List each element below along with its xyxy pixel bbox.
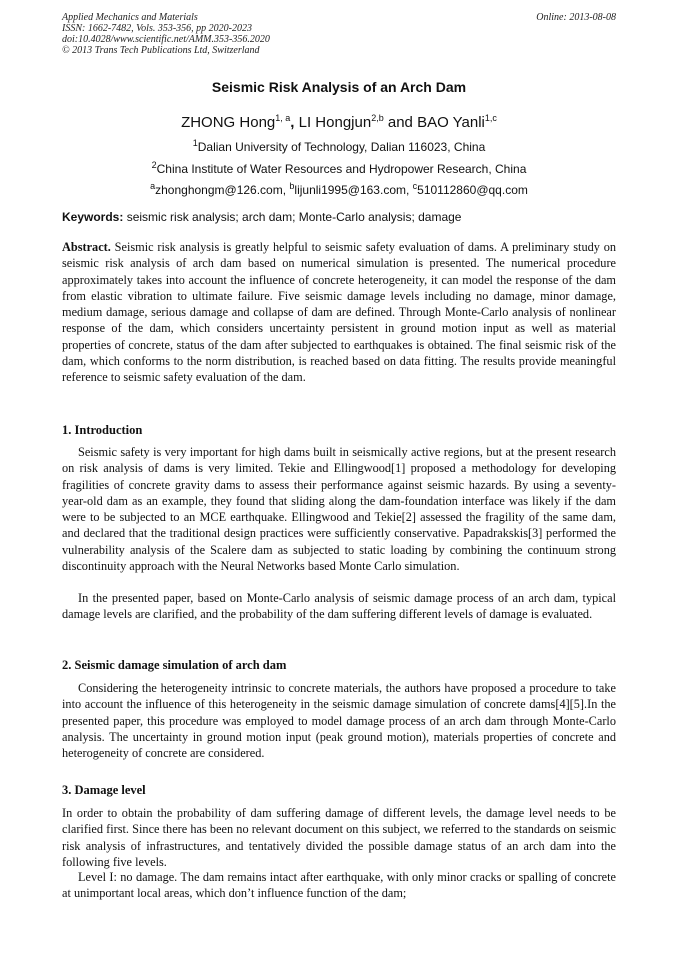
affiliation-text: Dalian University of Technology, Dalian 116023, China bbox=[197, 140, 486, 154]
online-date: Online: 2013-08-08 bbox=[536, 12, 616, 23]
copyright-line: © 2013 Trans Tech Publications Ltd, Switzerland bbox=[62, 45, 260, 56]
affiliation-text: China Institute of Water Resources and Hydropower Research, China bbox=[156, 162, 527, 176]
author-separator: , bbox=[290, 114, 299, 131]
email-text: 510112860@qq.com bbox=[417, 183, 528, 197]
intro-paragraph-2: In the presented paper, based on Monte-Carlo analysis of seismic damage process of an arch dam, typical damage levels are clarified, and the probability of the dam suffering different levels of damage is evaluated. bbox=[62, 591, 616, 622]
author-name: ZHONG Hong bbox=[181, 114, 276, 131]
abstract-text: Seismic risk analysis is greatly helpful to seismic safety evaluation of dams. A preliminary study on seismic risk analysis of arch dam based on numerical simulation is presented. The numerical procedure approximately takes into account the influence of concrete heterogeneity, it can model the response of the dam from elastic vibration to ultimate failure. Five seismic damage levels including no damage, minor damage, medium damage, serious damage and collapse of dam are defined. Through Monte-Carlo analysis of nonlinear response of the dam, which considers uncertainty persistent in ground motion input as well as material properties of concrete, status of the dam after subjected to earthquakes is obtained. The final seismic risk of the dam, which conforms to the norm distribution, is reached based on data fitting. The results provide meaningful reference to seismic safety evaluation of the dam. bbox=[62, 240, 616, 385]
doi-line: doi:10.4028/www.scientific.net/AMM.353-356.2020 bbox=[62, 34, 270, 45]
email-text: zhonghongm@126.com, bbox=[155, 183, 290, 197]
keywords bbox=[62, 210, 616, 224]
journal-name: Applied Mechanics and Materials bbox=[62, 12, 198, 23]
section-heading-damage-simulation: 2. Seismic damage simulation of arch dam bbox=[62, 658, 287, 672]
intro-paragraph-1: Seismic safety is very important for high dams built in seismically active regions, but at the present research on risk analysis of dams is very limited. Tekie and Ellingwood[1] proposed a methodology for developing fragilities of concrete gravity dams to assess their performance against seismic hazards. By using a seventy-year-old dam as an example, they found that sliding along the dam-foundation interface was likely if the dam were to be subjected to an MCE earthquake. Ellingwood and Tekie[2] assessed the fragility of the same dam, and declared that the traditional design practices were sufficiently conservative. Papadrakskis[3] performed the vulnerability analysis of the Scalere dam as subjected to static loading by combining the continuum strong discontinuity approach with the Neural Networks based Monte Carlo simulation. bbox=[62, 445, 616, 574]
level-one-paragraph: Level I: no damage. The dam remains intact after earthquake, with only minor cracks or spalling of concrete at unimportant local areas, which don’t influence function of the dam; bbox=[62, 870, 616, 901]
author-separator: and bbox=[383, 114, 418, 131]
section-heading-damage-level: 3. Damage level bbox=[62, 783, 146, 797]
paper-title: Seismic Risk Analysis of an Arch Dam bbox=[211, 79, 467, 95]
author-superscript: 2,b bbox=[371, 113, 384, 123]
abstract bbox=[62, 239, 616, 386]
affiliation-superscript: 2 bbox=[151, 160, 157, 170]
author-line bbox=[0, 113, 678, 131]
journal-header bbox=[62, 12, 616, 56]
author-superscript: 1,c bbox=[484, 113, 497, 123]
affiliation-2 bbox=[0, 160, 678, 176]
simulation-paragraph: Considering the heterogeneity intrinsic to concrete materials, the authors have proposed a procedure to take into account the influence of this heterogeneity in the seismic damage simulation of concrete dams[4][5].In the presented paper, this procedure was employed to model damage process of an arch dam through Monte-Carlo analysis. The uncertainty in ground motion input (peak ground motion), materials properties of concrete and heterogeneity of concrete are considered. bbox=[62, 681, 616, 761]
abstract-label: Abstract. bbox=[62, 240, 111, 254]
author-superscript: 1, a bbox=[275, 113, 291, 123]
damage-level-paragraph: In order to obtain the probability of dam suffering damage of different levels, the damage level needs to be clarified first. Since there has been no relevant document on this subject, we referred to the standards on seismic risk analysis of infrastructures, and tentatively divided the possible damage status of an arch dam into the following five levels. bbox=[62, 806, 616, 869]
keywords-text: seismic risk analysis; arch dam; Monte-Carlo analysis; damage bbox=[123, 210, 462, 224]
email-superscript: c bbox=[412, 181, 418, 191]
email-text: lijunli1995@163.com, bbox=[294, 183, 413, 197]
section-heading-introduction: 1. Introduction bbox=[62, 423, 143, 437]
issn-line: ISSN: 1662-7482, Vols. 353-356, pp 2020-2023 bbox=[62, 23, 252, 34]
email-line bbox=[0, 181, 678, 197]
author-name: LI Hongjun bbox=[298, 114, 372, 131]
keywords-label: Keywords: bbox=[62, 210, 124, 224]
email-superscript: b bbox=[289, 181, 295, 191]
affiliation-superscript: 1 bbox=[192, 138, 198, 148]
affiliation-1 bbox=[0, 138, 678, 154]
author-name: BAO Yanli bbox=[417, 114, 485, 131]
email-superscript: a bbox=[150, 181, 156, 191]
